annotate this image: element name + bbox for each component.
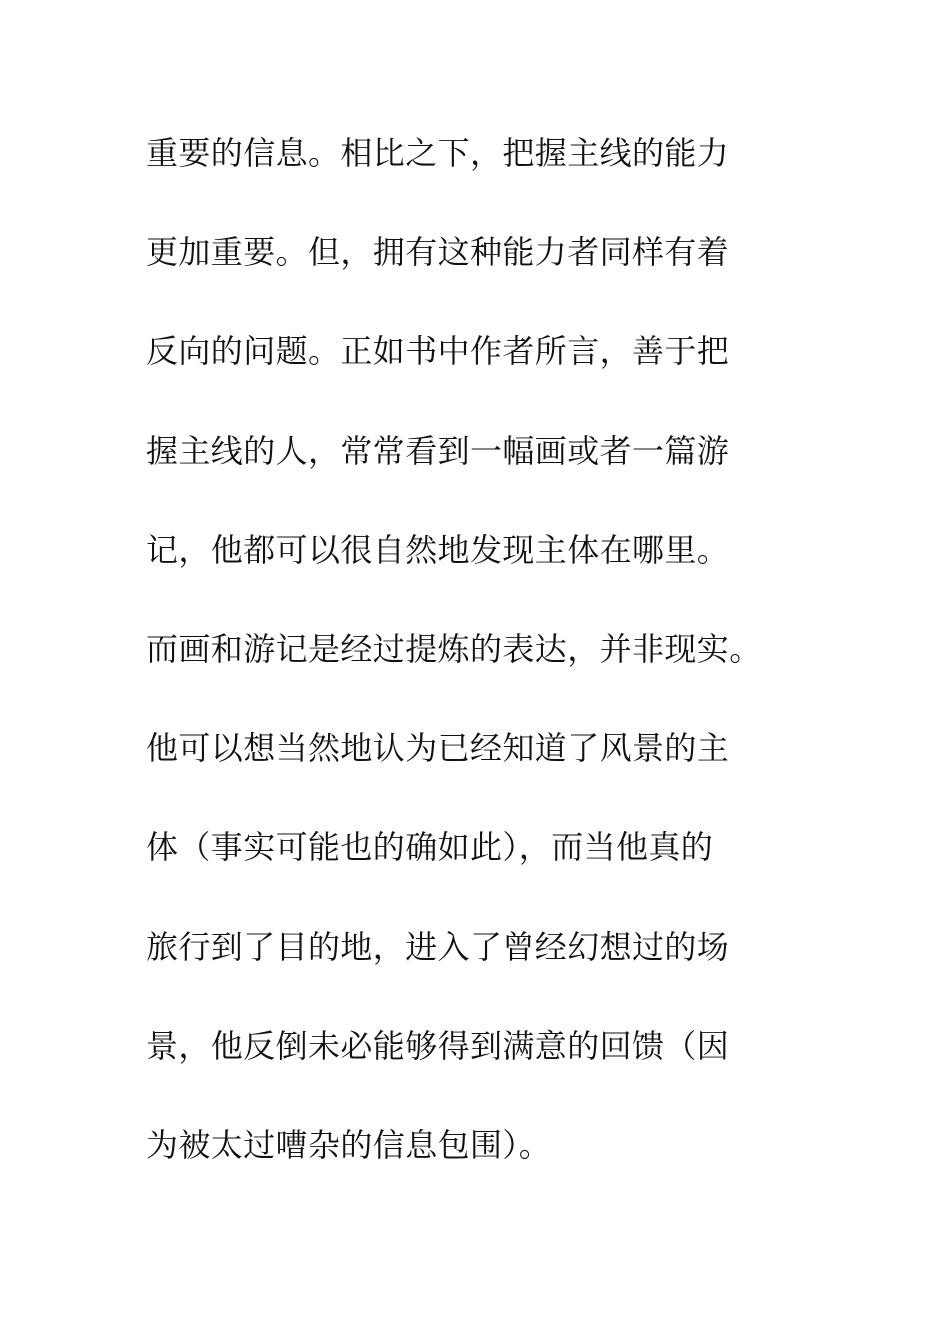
text-line: 旅行到了目的地，进入了曾经幻想过的场 bbox=[146, 927, 730, 966]
text-line: 重要的信息。相比之下，把握主线的能力 bbox=[146, 134, 730, 172]
text-line: 景，他反倒未必能够得到满意的回馈（因 bbox=[146, 1026, 730, 1065]
text-line: 体（事实可能也的确如此），而当他真的 bbox=[146, 828, 714, 867]
text-line: 记，他都可以很自然地发现主体在哪里。 bbox=[146, 530, 730, 569]
text-line: 更加重要。但，拥有这种能力者同样有着 bbox=[146, 233, 730, 272]
text-line: 反向的问题。正如书中作者所言，善于把 bbox=[146, 332, 730, 371]
text-line: 握主线的人，常常看到一幅画或者一篇游 bbox=[146, 431, 730, 470]
text-line: 而画和游记是经过提炼的表达，并非现实。 bbox=[146, 629, 762, 668]
text-line: 他可以想当然地认为已经知道了风景的主 bbox=[146, 729, 730, 768]
text-line: 为被太过嘈杂的信息包围）。 bbox=[146, 1125, 552, 1164]
body-text bbox=[146, 126, 836, 1217]
